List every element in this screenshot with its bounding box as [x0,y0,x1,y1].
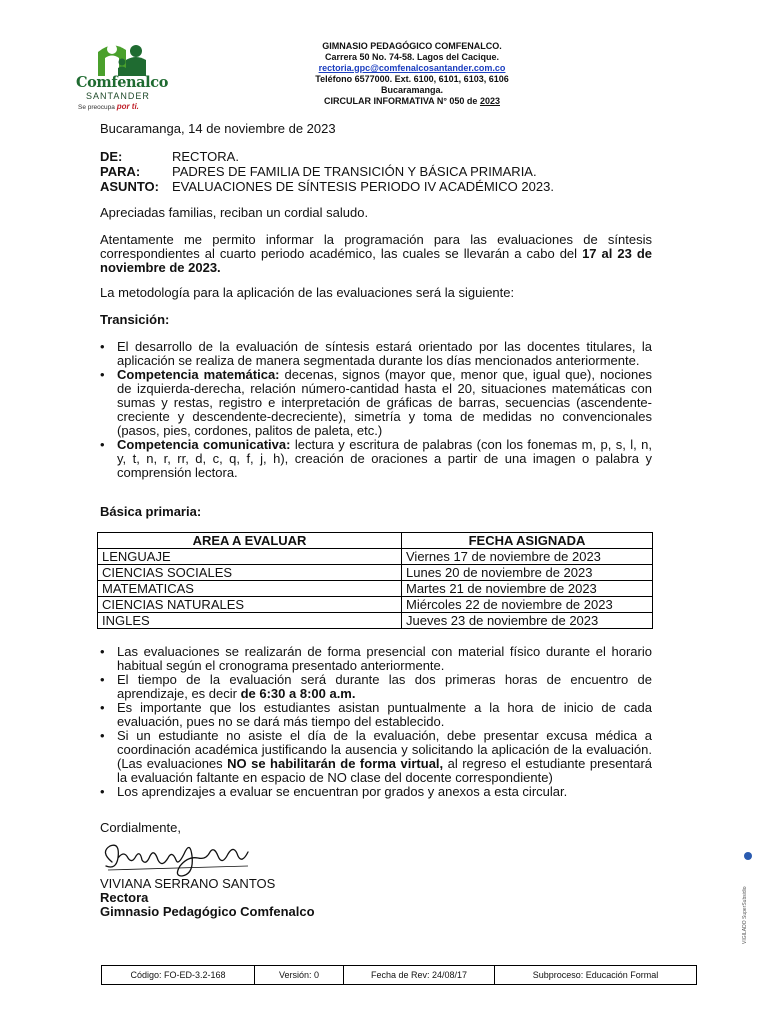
comfenalco-logo [76,38,176,111]
footer-code: Código: FO-ED-3.2-168 [102,966,255,985]
list-item-text: al regreso el estudiante presentará la evaluación faltante en espacio de NO clase del docente correspondiente) [117,756,653,785]
evaluation-schedule-table [97,532,653,629]
signer-role: Rectora [100,890,149,905]
table-row [98,565,653,581]
list-item [100,368,652,438]
logo-tagline-prefix: Se preocupa [78,104,115,111]
transicion-title: Transición: [100,312,170,327]
list-item-text: Es importante que los estudiantes asistan puntualmente a la hora de inicio de cada evaluación, pues no se dará más tiempo del establecido. [117,700,652,729]
de-value: RECTORA. [172,149,239,164]
area-cell: INGLES [98,613,402,629]
table-row [102,966,697,985]
date-cell: Lunes 20 de noviembre de 2023 [402,565,653,581]
para-label: PARA: [100,164,141,179]
table-header-row [98,533,653,549]
table-row [98,549,653,565]
area-cell: CIENCIAS NATURALES [98,597,402,613]
logo-name: Comfenalco [76,74,168,91]
recipient-block [100,149,554,194]
asunto-value: EVALUACIONES DE SÍNTESIS PERIODO IV ACADÉMICO 2023. [172,179,554,194]
list-item-label: Competencia comunicativa: [117,437,291,452]
table-row [98,597,653,613]
table-row [98,613,653,629]
letter-date: Bucaramanga, 14 de noviembre de 2023 [100,121,336,136]
logo-subtitle: SANTANDER [86,91,150,101]
table-row [98,581,653,597]
document-footer [101,965,697,985]
circular-number [280,96,544,107]
list-item [100,438,652,480]
vigilado-watermark: VIGILADO SuperSubsidio [742,886,748,944]
list-item-text: Las evaluaciones se realizarán de forma presencial con material físico durante el horario habitual según el cronograma presentado anteriormente. [117,644,652,673]
date-cell: Martes 21 de noviembre de 2023 [402,581,653,597]
de-label: DE: [100,149,123,164]
area-cell: CIENCIAS SOCIALES [98,565,402,581]
area-cell: MATEMATICAS [98,581,402,597]
column-header: AREA A EVALUAR [98,533,402,549]
list-item-text: El tiempo de la evaluación será durante las dos primeras horas de encuentro de aprendizaje, es decir [117,672,652,701]
supersubsidio-logo-icon [744,852,752,860]
area-cell: LENGUAJE [98,549,402,565]
list-item-text: lectura y escritura de palabras (con los fonemas m, p, s, l, n, y, t, n, r, rr, d, c, q, f, j, h), creación de oraciones a partir de una imagen o palabra y comprensión lectora. [117,437,653,480]
list-item-text: Si un estudiante no asiste el día de la evaluación, debe presentar excusa médica a coordinación académica justificando la ausencia y solicitando la aplicación de la evaluación. (Las evaluaciones [117,728,652,771]
list-item-text: Los aprendizajes a evaluar se encuentran por grados y anexos a esta circular. [117,784,568,799]
org-email-link[interactable]: rectoria.gpc@comfenalcosantander.com.co [318,63,506,73]
circular-prefix: CIRCULAR INFORMATIVA N° 050 de [324,96,480,106]
intro-paragraph [100,233,652,275]
transicion-list [100,340,652,480]
circular-year: 2023 [479,96,500,106]
footer-rev-date: Fecha de Rev: 24/08/17 [344,966,495,985]
greeting: Apreciadas familias, reciban un cordial saludo. [100,205,369,220]
list-item-time: de 6:30 a 8:00 a.m. [240,686,356,701]
logo-tagline-highlight: por ti. [116,102,139,111]
org-name: GIMNASIO PEDAGÓGICO COMFENALCO. [322,41,502,51]
org-city: Bucaramanga. [380,85,444,95]
date-cell: Viernes 17 de noviembre de 2023 [402,549,653,565]
list-item-emphasis: NO se habilitarán de forma virtual, [227,756,444,771]
date-cell: Jueves 23 de noviembre de 2023 [402,613,653,629]
methodology-text: La metodología para la aplicación de las evaluaciones será la siguiente: [100,285,515,300]
list-item-text: decenas, signos (mayor que, menor que, igual que), nociones de izquierda-derecha, relación número-cantidad hasta el 20, situaciones matemáticas con sumas y restas, registro e interpretación de gráficas de barras, secuencias (ascendente-creciente y descendente-decreciente), simetría y toma de medidas no convencionales (pasos, pies, cordones, palitos de paleta, etc.) [117,367,652,438]
signer-name: VIVIANA SERRANO SANTOS [100,876,276,891]
org-phone: Teléfono 6577000. Ext. 6100, 6101, 6103, 6106 [315,74,509,84]
org-address: Carrera 50 No. 74-58. Lagos del Cacique. [324,52,500,62]
intro-text: Atentamente me permito informar la programación para las evaluaciones de síntesis correspondientes al cuarto periodo académico, las cuales se llevarán a cabo del [100,232,652,261]
footer-version: Versión: 0 [255,966,344,985]
basica-list [100,645,652,799]
logo-tagline [78,102,139,111]
basica-title: Básica primaria: [100,504,202,519]
signer-institution: Gimnasio Pedagógico Comfenalco [100,904,315,919]
list-item [100,645,652,673]
list-item [100,729,652,785]
para-value: PADRES DE FAMILIA DE TRANSICIÓN Y BÁSICA PRIMARIA. [172,164,537,179]
date-cell: Miércoles 22 de noviembre de 2023 [402,597,653,613]
footer-subprocess: Subproceso: Educación Formal [495,966,697,985]
list-item [100,701,652,729]
column-header: FECHA ASIGNADA [402,533,653,549]
list-item [100,673,652,701]
family-logo-icon [92,38,152,78]
letterhead [280,41,544,107]
list-item [100,340,652,368]
list-item-text: El desarrollo de la evaluación de síntesis estará orientado por las docentes titulares, la aplicación se realiza de manera segmentada durante los días mencionados anteriormente. [117,339,652,368]
asunto-label: ASUNTO: [100,179,159,194]
intro-dates: 17 al 23 de noviembre de 2023. [100,246,652,275]
list-item [100,785,652,799]
list-item-label: Competencia matemática: [117,367,280,382]
closing: Cordialmente, [100,820,181,835]
